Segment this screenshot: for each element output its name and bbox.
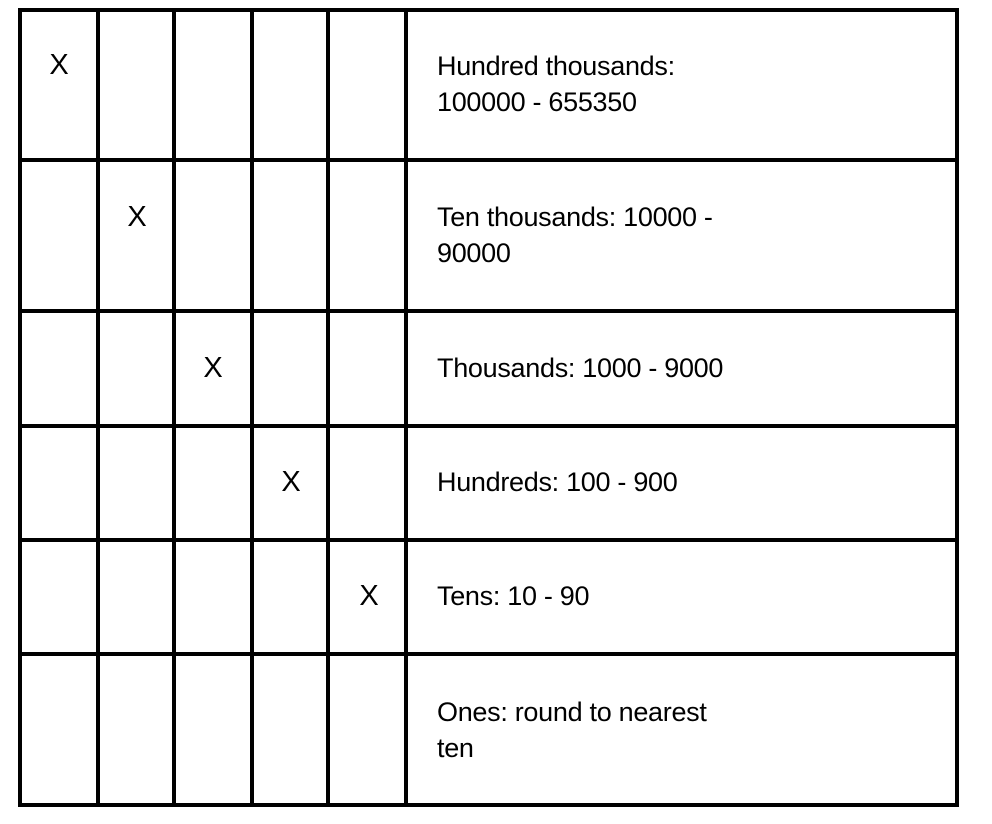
row-3-description: Thousands: 1000 - 9000: [437, 353, 724, 383]
row-6-description: Ones: round to nearest ten: [437, 697, 707, 763]
row-1-mark: X: [49, 49, 69, 81]
table-border-left: [18, 8, 22, 807]
column-divider-5: [404, 8, 408, 807]
row-divider-4: [18, 538, 959, 542]
row-2-description: Ten thousands: 10000 - 90000: [437, 202, 713, 268]
column-divider-1: [96, 8, 100, 807]
row-divider-1: [18, 158, 959, 162]
row-5-mark: X: [359, 580, 379, 612]
table-border-right: [955, 8, 959, 807]
row-4-description: Hundreds: 100 - 900: [437, 467, 678, 497]
row-2-mark: X: [127, 201, 147, 233]
table-border-top: [18, 8, 959, 12]
row-1-description: Hundred thousands: 100000 - 655350: [437, 51, 675, 117]
row-5-description: Tens: 10 - 90: [437, 581, 590, 611]
row-4-mark: X: [281, 466, 301, 498]
column-divider-4: [326, 8, 330, 807]
table-border-bottom: [18, 803, 959, 807]
column-divider-2: [172, 8, 176, 807]
column-divider-3: [250, 8, 254, 807]
row-3-mark: X: [203, 352, 223, 384]
row-divider-5: [18, 652, 959, 656]
row-divider-2: [18, 309, 959, 313]
row-divider-3: [18, 424, 959, 428]
